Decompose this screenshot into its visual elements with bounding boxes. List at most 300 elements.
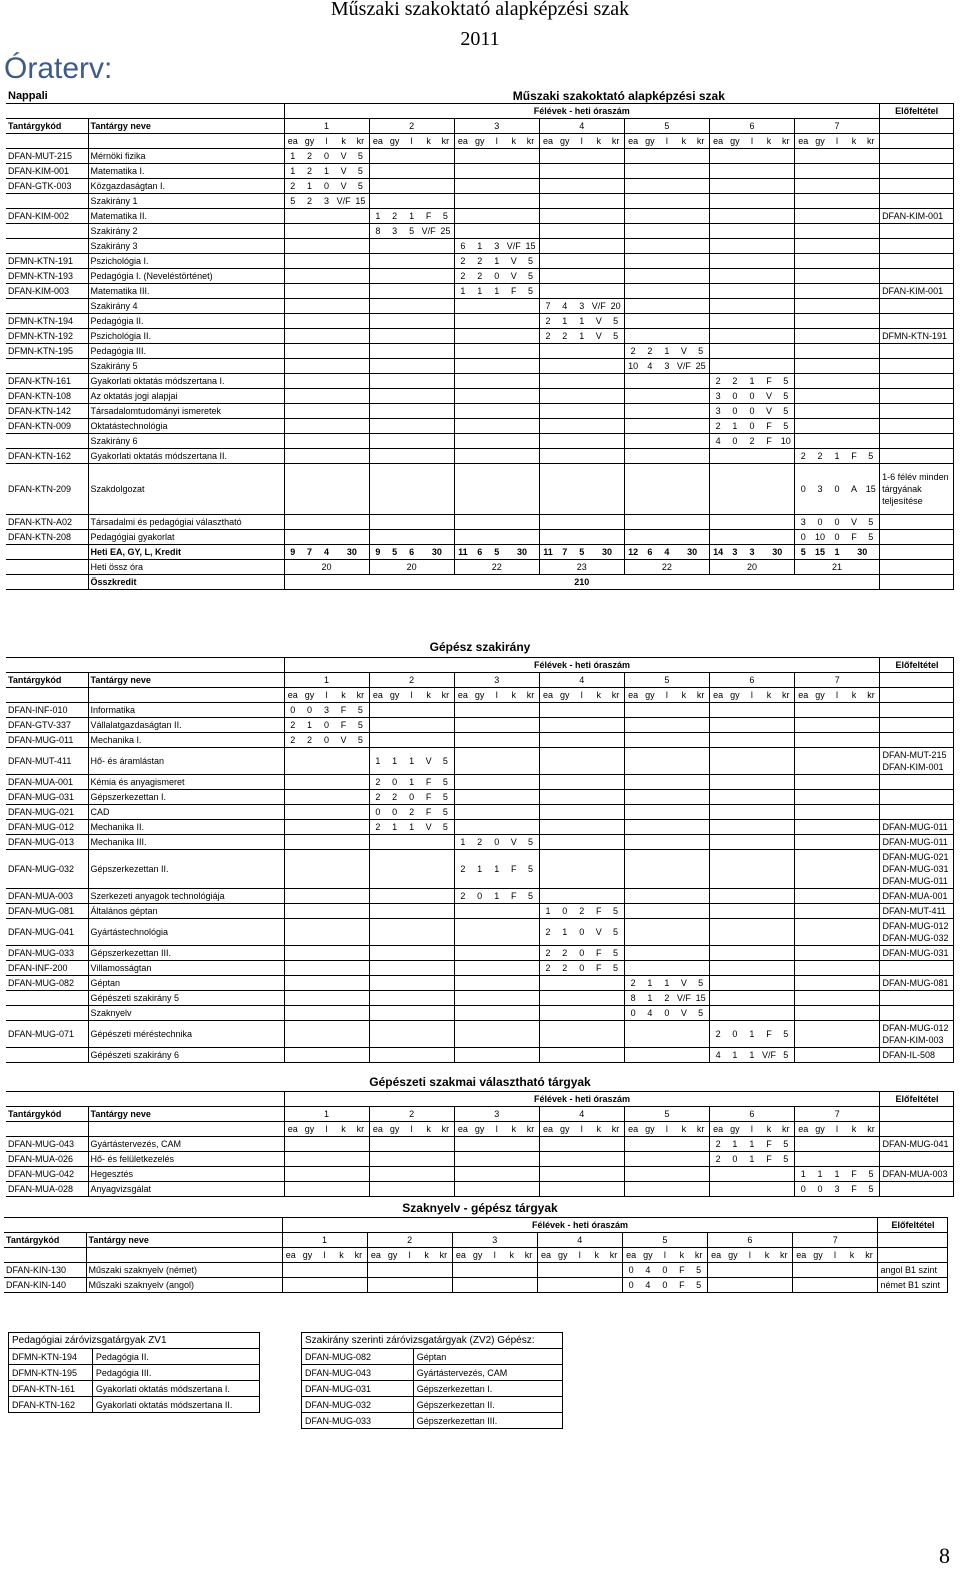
- empty-cell: [386, 269, 403, 284]
- hour-type-label: k: [675, 688, 692, 703]
- empty-cell: [760, 209, 777, 224]
- empty-cell: [556, 254, 573, 269]
- weekly-sum-row: [6, 560, 954, 575]
- empty-cell: [829, 805, 846, 820]
- empty-cell: [454, 961, 471, 976]
- empty-cell: [301, 805, 318, 820]
- empty-cell: [726, 449, 743, 464]
- empty-cell: [301, 790, 318, 805]
- hour-type-label: k: [505, 134, 522, 149]
- empty-cell: [846, 239, 863, 254]
- empty-cell: [709, 515, 726, 530]
- empty-cell: [335, 805, 352, 820]
- zv-row: [302, 1349, 563, 1365]
- hour-value: F: [335, 703, 352, 718]
- empty-cell: [658, 718, 675, 733]
- empty-cell: [863, 820, 880, 835]
- empty-cell: [675, 775, 692, 790]
- empty-cell: [403, 359, 420, 374]
- empty-cell: [471, 961, 488, 976]
- empty-cell: [284, 1048, 301, 1063]
- pre-sub-blank: [880, 1122, 954, 1137]
- empty-cell: [301, 835, 318, 850]
- empty-cell: [590, 850, 607, 889]
- empty-cell: [743, 464, 760, 515]
- course-prerequisite: [880, 805, 954, 820]
- empty-cell: [863, 919, 880, 946]
- hour-type-label: k: [335, 688, 352, 703]
- empty-cell: [539, 1182, 556, 1197]
- course-code: DFMN-KTN-192: [6, 329, 88, 344]
- empty-cell: [658, 850, 675, 889]
- empty-cell: [556, 976, 573, 991]
- empty-cell: [437, 149, 454, 164]
- empty-cell: [556, 1006, 573, 1021]
- empty-cell: [403, 1137, 420, 1152]
- empty-cell: [812, 329, 829, 344]
- empty-cell: [420, 419, 437, 434]
- empty-cell: [335, 1048, 352, 1063]
- empty-cell: [386, 464, 403, 515]
- empty-cell: [658, 1048, 675, 1063]
- empty-cell: [386, 359, 403, 374]
- empty-cell: [471, 359, 488, 374]
- empty-cell: [318, 530, 335, 545]
- hour-type-label: l: [656, 1248, 673, 1263]
- empty-cell: [588, 1263, 605, 1278]
- empty-cell: [675, 703, 692, 718]
- empty-cell: [760, 515, 777, 530]
- empty-cell: [624, 530, 641, 545]
- empty-cell: [863, 284, 880, 299]
- empty-cell: [282, 1278, 299, 1293]
- hour-value: 1: [794, 1167, 811, 1182]
- empty-cell: [863, 419, 880, 434]
- code-sub-blank: [6, 688, 88, 703]
- course-code: DFAN-INF-200: [6, 961, 88, 976]
- empty-cell: [624, 889, 641, 904]
- empty-cell: [829, 299, 846, 314]
- empty-cell: [863, 149, 880, 164]
- semesters-header: Félévek - heti óraszám: [282, 1218, 878, 1233]
- empty-cell: [505, 179, 522, 194]
- gepesz-table: [6, 657, 954, 1063]
- empty-cell: [301, 775, 318, 790]
- empty-cell: [777, 919, 794, 946]
- empty-cell: [829, 835, 846, 850]
- hour-value: 1: [539, 904, 556, 919]
- empty-cell: [709, 790, 726, 805]
- empty-cell: [590, 775, 607, 790]
- empty-cell: [743, 329, 760, 344]
- course-name: Gépszerkezettan III.: [88, 946, 284, 961]
- empty-cell: [658, 805, 675, 820]
- empty-cell: [573, 991, 590, 1006]
- empty-cell: [812, 164, 829, 179]
- empty-cell: [743, 805, 760, 820]
- empty-cell: [794, 904, 811, 919]
- hour-value: 3: [709, 404, 726, 419]
- empty-cell: [403, 449, 420, 464]
- hour-value: 5: [777, 374, 794, 389]
- course-prerequisite: [880, 889, 954, 904]
- empty-cell: [760, 359, 777, 374]
- empty-cell: [522, 1137, 539, 1152]
- empty-cell: [624, 1167, 641, 1182]
- course-code: [6, 224, 88, 239]
- empty-cell: [301, 976, 318, 991]
- empty-cell: [829, 748, 846, 775]
- empty-cell: [624, 805, 641, 820]
- prerequisite-header: Előfeltétel: [878, 1218, 948, 1233]
- empty-cell: [488, 1182, 505, 1197]
- empty-cell: [675, 733, 692, 748]
- empty-cell: [863, 904, 880, 919]
- empty-cell: [454, 224, 471, 239]
- empty-cell: [590, 224, 607, 239]
- hour-value: F: [420, 775, 437, 790]
- empty-cell: [369, 1048, 386, 1063]
- semester-number: 7: [794, 119, 879, 134]
- title-row: [6, 89, 954, 104]
- empty-cell: [403, 464, 420, 515]
- empty-cell: [437, 164, 454, 179]
- semester-number: 4: [539, 673, 624, 688]
- empty-cell: [554, 1278, 571, 1293]
- empty-cell: [641, 835, 658, 850]
- name-column-header: Tantárgy neve: [88, 119, 284, 134]
- prerequisite-header: Előfeltétel: [880, 658, 954, 673]
- empty-cell: [709, 209, 726, 224]
- empty-cell: [829, 194, 846, 209]
- empty-cell: [607, 805, 624, 820]
- prerequisite-code: DFAN-IL-508: [882, 1050, 935, 1060]
- empty-cell: [829, 889, 846, 904]
- empty-cell: [675, 449, 692, 464]
- empty-cell: [794, 946, 811, 961]
- hour-type-label: l: [573, 1122, 590, 1137]
- empty-cell: [641, 889, 658, 904]
- empty-cell: [539, 1137, 556, 1152]
- course-row: [6, 224, 954, 239]
- empty-cell: [539, 530, 556, 545]
- empty-cell: [812, 224, 829, 239]
- empty-cell: [607, 976, 624, 991]
- hour-value: 5: [522, 850, 539, 889]
- empty-cell: [590, 805, 607, 820]
- empty-cell: [299, 1278, 316, 1293]
- semester-number: 5: [624, 119, 709, 134]
- empty-cell: [607, 344, 624, 359]
- course-name: Gyakorlati oktatás módszertana I.: [88, 374, 284, 389]
- empty-cell: [624, 284, 641, 299]
- empty-cell: [658, 733, 675, 748]
- course-prerequisite: DFAN-KIM-001: [880, 284, 954, 299]
- empty-cell: [777, 790, 794, 805]
- empty-cell: [741, 1278, 758, 1293]
- empty-cell: [760, 835, 777, 850]
- empty-cell: [777, 805, 794, 820]
- empty-cell: [709, 194, 726, 209]
- course-prerequisite: [880, 314, 954, 329]
- empty-cell: [829, 329, 846, 344]
- empty-cell: [863, 718, 880, 733]
- hour-value: 5: [352, 164, 369, 179]
- hour-type-label: k: [590, 134, 607, 149]
- course-code: DFAN-MUG-012: [6, 820, 88, 835]
- empty-cell: [675, 299, 692, 314]
- empty-cell: [318, 919, 335, 946]
- empty-cell: [590, 359, 607, 374]
- empty-cell: [333, 1263, 350, 1278]
- empty-cell: [607, 449, 624, 464]
- empty-cell: [522, 919, 539, 946]
- empty-cell: [505, 299, 522, 314]
- empty-cell: [692, 904, 709, 919]
- empty-cell: [829, 790, 846, 805]
- hour-value: F: [420, 790, 437, 805]
- empty-cell: [607, 404, 624, 419]
- empty-cell: [726, 329, 743, 344]
- hour-value: 5: [863, 530, 880, 545]
- empty-cell: [794, 1137, 811, 1152]
- hour-value: 2: [284, 733, 301, 748]
- hour-value: V/F: [675, 991, 692, 1006]
- hour-value: 0: [386, 775, 403, 790]
- empty-cell: [846, 775, 863, 790]
- hour-type-label: ea: [369, 688, 386, 703]
- empty-cell: [454, 329, 471, 344]
- empty-cell: [352, 404, 369, 419]
- empty-cell: [777, 718, 794, 733]
- code-column-header: Tantárgykód: [6, 1107, 88, 1122]
- empty-cell: [284, 1006, 301, 1021]
- hour-value: 1: [726, 1048, 743, 1063]
- hour-value: 1: [369, 748, 386, 775]
- empty-cell: [556, 1167, 573, 1182]
- empty-cell: [471, 718, 488, 733]
- semesters-header: Félévek - heti óraszám: [284, 658, 880, 673]
- hour-value: 2: [539, 961, 556, 976]
- empty-cell: [726, 946, 743, 961]
- empty-cell: [829, 209, 846, 224]
- hour-value: 3: [794, 515, 811, 530]
- empty-cell: [590, 284, 607, 299]
- empty-cell: [454, 1152, 471, 1167]
- empty-cell: [692, 1152, 709, 1167]
- empty-cell: [437, 179, 454, 194]
- empty-cell: [437, 389, 454, 404]
- empty-cell: [658, 1182, 675, 1197]
- empty-cell: [590, 149, 607, 164]
- empty-cell: [454, 434, 471, 449]
- empty-cell: [624, 314, 641, 329]
- zv-course-name: Gyártástervezés, CAM: [413, 1365, 562, 1381]
- empty-cell: [607, 703, 624, 718]
- course-row: [6, 1152, 954, 1167]
- empty-cell: [386, 718, 403, 733]
- hour-type-label: l: [658, 1122, 675, 1137]
- empty-cell: [811, 805, 828, 820]
- empty-cell: [335, 269, 352, 284]
- empty-cell: [420, 733, 437, 748]
- empty-cell: [539, 194, 556, 209]
- empty-cell: [503, 1263, 520, 1278]
- zv-course-name: Pedagógia II.: [92, 1349, 259, 1365]
- empty-cell: [454, 359, 471, 374]
- empty-cell: [709, 1006, 726, 1021]
- weekly-total-value: 30: [505, 545, 539, 560]
- pre-sub-blank: [878, 1248, 948, 1263]
- empty-cell: [403, 703, 420, 718]
- szaknyelv-section-title: Szaknyelv - gépész tárgyak: [402, 1201, 558, 1215]
- empty-cell: [607, 889, 624, 904]
- zv-row: [9, 1381, 260, 1397]
- empty-cell: [794, 209, 811, 224]
- hour-type-label: ea: [624, 134, 641, 149]
- empty-cell: [675, 790, 692, 805]
- empty-cell: [318, 359, 335, 374]
- empty-cell: [675, 889, 692, 904]
- course-name: Hő- és felületkezelés: [88, 1152, 284, 1167]
- hour-value: 0: [726, 404, 743, 419]
- empty-cell: [505, 1006, 522, 1021]
- empty-cell: [454, 991, 471, 1006]
- empty-cell: [675, 314, 692, 329]
- empty-cell: [318, 1167, 335, 1182]
- semester-number: 2: [369, 119, 454, 134]
- empty-cell: [675, 164, 692, 179]
- empty-cell: [301, 1167, 318, 1182]
- hour-value: 5: [777, 419, 794, 434]
- sub-header-row: [6, 134, 954, 149]
- empty-cell: [709, 224, 726, 239]
- empty-cell: [556, 850, 573, 889]
- empty-cell: [726, 209, 743, 224]
- empty-cell: [454, 1048, 471, 1063]
- empty-cell: [437, 991, 454, 1006]
- hour-value: 0: [726, 1152, 743, 1167]
- empty-cell: [539, 254, 556, 269]
- hour-type-label: kr: [522, 134, 539, 149]
- name-sub-blank: [86, 1248, 282, 1263]
- course-prerequisite: [880, 434, 954, 449]
- empty-cell: [333, 1278, 350, 1293]
- hour-type-label: ea: [452, 1248, 469, 1263]
- empty-cell: [420, 179, 437, 194]
- hour-value: 15: [863, 464, 880, 515]
- zv-row: [9, 1349, 260, 1365]
- hour-type-label: kr: [352, 1122, 369, 1137]
- course-code: [6, 991, 88, 1006]
- hour-value: 5: [863, 449, 880, 464]
- empty-cell: [607, 194, 624, 209]
- course-row: [6, 748, 954, 775]
- course-name: Pedagógia II.: [88, 314, 284, 329]
- empty-cell: [454, 149, 471, 164]
- empty-cell: [556, 718, 573, 733]
- empty-cell: [760, 889, 777, 904]
- empty-cell: [522, 820, 539, 835]
- course-prerequisite: [880, 790, 954, 805]
- course-code: [6, 1006, 88, 1021]
- empty-cell: [488, 224, 505, 239]
- hour-value: 2: [709, 1152, 726, 1167]
- empty-cell: [505, 209, 522, 224]
- course-prerequisite: [880, 530, 954, 545]
- hour-type-label: k: [673, 1248, 690, 1263]
- course-code: DFAN-MUG-032: [6, 850, 88, 889]
- empty-cell: [403, 850, 420, 889]
- weekly-total-value: 6: [403, 545, 420, 560]
- empty-cell: [811, 1006, 828, 1021]
- empty-cell: [658, 703, 675, 718]
- hour-value: V: [505, 269, 522, 284]
- empty-cell: [318, 1182, 335, 1197]
- empty-cell: [488, 194, 505, 209]
- course-code: DFAN-KTN-009: [6, 419, 88, 434]
- hour-value: 1: [454, 835, 471, 850]
- hour-type-label: l: [658, 688, 675, 703]
- empty-cell: [863, 1021, 880, 1048]
- pre-sub-blank: [880, 134, 954, 149]
- empty-cell: [777, 1167, 794, 1182]
- empty-cell: [471, 820, 488, 835]
- empty-cell: [284, 449, 301, 464]
- code-column-header: Tantárgykód: [6, 673, 88, 688]
- empty-cell: [573, 344, 590, 359]
- hour-value: 2: [624, 344, 641, 359]
- course-code: DFAN-MUA-026: [6, 1152, 88, 1167]
- hour-value: 8: [624, 991, 641, 1006]
- empty-cell: [607, 164, 624, 179]
- course-prerequisite: 1-6 félév minden tárgyának teljesítése: [880, 464, 954, 515]
- empty-cell: [590, 1167, 607, 1182]
- empty-cell: [386, 733, 403, 748]
- empty-cell: [318, 209, 335, 224]
- empty-cell: [811, 850, 828, 889]
- empty-cell: [624, 464, 641, 515]
- empty-cell: [741, 1263, 758, 1278]
- empty-cell: [556, 775, 573, 790]
- empty-cell: [367, 1263, 384, 1278]
- name-column-header: Tantárgy neve: [88, 1107, 284, 1122]
- empty-cell: [812, 419, 829, 434]
- hour-value: 0: [656, 1278, 673, 1293]
- empty-cell: [590, 530, 607, 545]
- weekly-total-value: 30: [675, 545, 709, 560]
- course-prerequisite: [880, 224, 954, 239]
- empty-cell: [284, 269, 301, 284]
- empty-cell: [454, 946, 471, 961]
- empty-cell: [522, 748, 539, 775]
- empty-cell: [369, 850, 386, 889]
- empty-cell: [707, 1278, 724, 1293]
- prerequisite-code: DFAN-MUG-011: [882, 837, 948, 847]
- hour-type-label: kr: [352, 134, 369, 149]
- empty-cell: [863, 254, 880, 269]
- course-prerequisite: [880, 748, 954, 775]
- empty-cell: [437, 976, 454, 991]
- empty-cell: [760, 976, 777, 991]
- empty-cell: [760, 748, 777, 775]
- summary-pre-blank: [880, 545, 954, 560]
- empty-cell: [454, 703, 471, 718]
- hour-type-label: k: [420, 688, 437, 703]
- empty-cell: [863, 434, 880, 449]
- empty-cell: [794, 1021, 811, 1048]
- hour-value: 2: [743, 434, 760, 449]
